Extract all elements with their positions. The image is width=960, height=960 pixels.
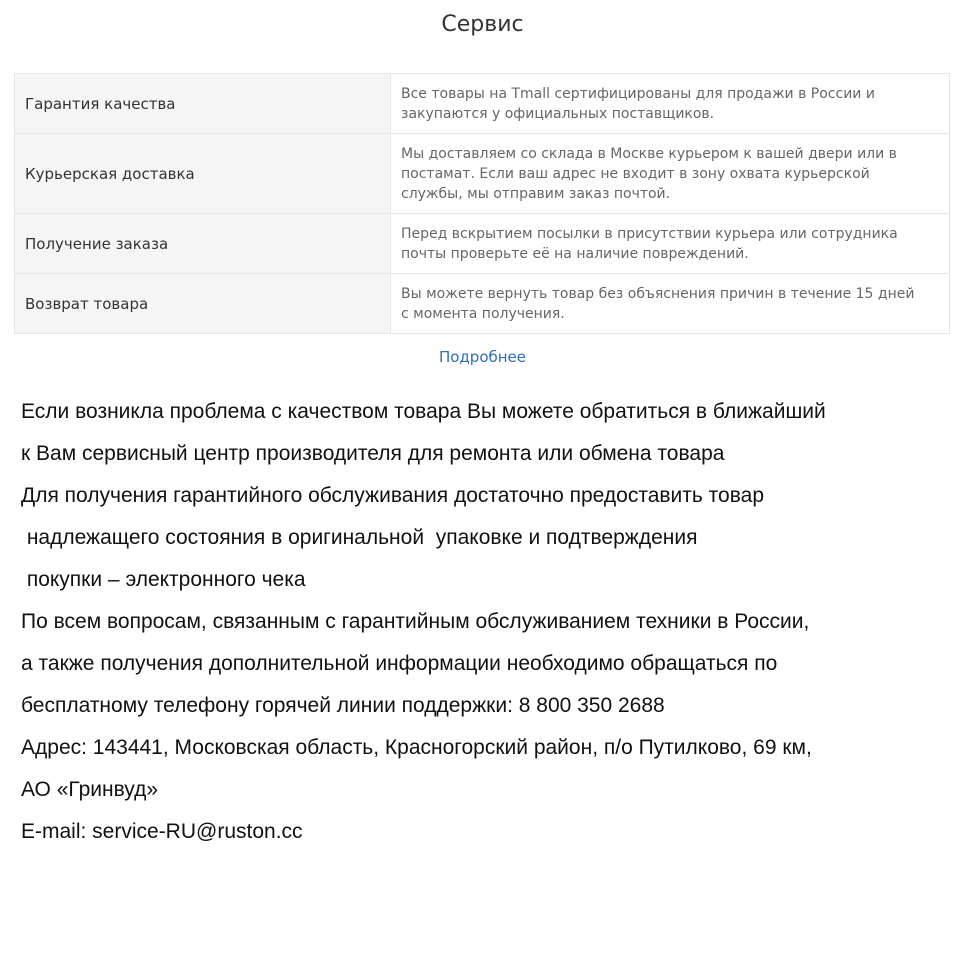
row-label-receiving: Получение заказа [15,214,391,274]
more-link[interactable]: Подробнее [438,348,527,366]
info-line: По всем вопросам, связанным с гарантийным обслуживанием техники в России, [21,610,810,633]
info-line: Для получения гарантийного обслуживания достаточно предоставить товар [21,484,765,507]
page-title: Сервис [441,12,524,37]
description-line: службы, мы отправим заказ почтой. [401,185,671,202]
address-line: Адрес: 143441, Московская область, Красногорский район, п/о Путилково, 69 км, [21,736,812,759]
description-line: Вы можете вернуть товар без объяснения причин в течение 15 дней [401,285,915,302]
email-line: E-mail: service-RU@ruston.cc [21,820,303,843]
description-line: с момента получения. [401,305,565,322]
table-row [15,214,950,274]
info-line: покупки – электронного чека [21,568,306,591]
info-line: надлежащего состояния в оригинальной упаковке и подтверждения [21,526,698,549]
description-line: Мы доставляем со склада в Москве курьером к вашей двери или в [401,145,897,162]
table-row [15,74,950,134]
description-line: Перед вскрытием посылки в присутствии курьера или сотрудника [401,225,898,242]
row-label-quality: Гарантия качества [15,74,391,134]
table-row [15,134,950,214]
info-line: Если возникла проблема с качеством товара Вы можете обратиться в ближайший [21,400,826,423]
warranty-info [21,391,951,853]
description-line: почты проверьте её на наличие повреждений. [401,245,749,262]
info-line: а также получения дополнительной информации необходимо обращаться по [21,652,778,675]
company-name: АО «Гринвуд» [21,778,159,801]
table-row [15,274,950,334]
description-line: закупаются у официальных поставщиков. [401,105,715,122]
description-line: Все товары на Tmall сертифицированы для продажи в России и [401,85,875,102]
hotline-phone: бесплатному телефону горячей линии поддержки: 8 800 350 2688 [21,694,665,717]
description-line: постамат. Если ваш адрес не входит в зону охвата курьерской [401,165,870,182]
row-description-quality [391,74,950,134]
row-description-return [391,274,950,334]
row-description-delivery [391,134,950,214]
row-label-return: Возврат товара [15,274,391,334]
row-label-delivery: Курьерская доставка [15,134,391,214]
row-description-receiving [391,214,950,274]
service-table [14,73,950,334]
info-line: к Вам сервисный центр производителя для ремонта или обмена товара [21,442,725,465]
